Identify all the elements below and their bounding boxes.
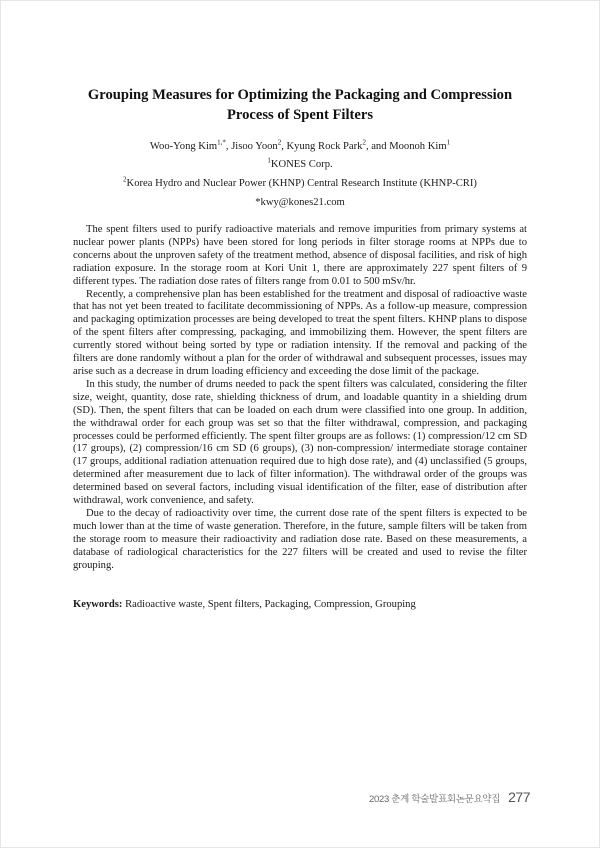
affiliation-mark: 1 [267,156,271,165]
page-footer [369,789,530,805]
affiliation-mark: 2 [123,175,127,184]
abstract-body [73,224,527,572]
author-separator: , [281,141,287,152]
author-name: Jisoo Yoon [231,141,278,152]
affiliation-2 [60,177,540,190]
author-list [60,140,540,153]
page-number: 277 [508,789,530,805]
corresponding-email: *kwy@kones21.com [255,197,345,208]
author-affiliation-mark: 2 [362,138,366,147]
author-affiliation-mark: 1 [446,138,451,147]
affiliation-1 [60,158,540,171]
keywords [73,598,527,611]
author-name: Moonoh Kim [389,141,447,152]
paragraph: Recently, a comprehensive plan has been established for the treatment and disposal of radioactive waste that has not yet been treated to facilitate decommissioning of NPPs. As a follow-up measure, compression and packaging optimization processes are being developed to treat the spent filters. KHNP plans to dispose of the spent filters after compressing, packaging, and immobilizing them. However, the spent filters are currently stored without being sorted by type or radiation intensity. If the removal and packing of the filters are done randomly without a plan for the order of withdrawal and subsequent processes, issues may arise such as a decrease in drum loading efficiency and exceeding the dose limit of the package. [73,288,527,377]
author-separator: , and [365,141,390,152]
keywords-list: Radioactive waste, Spent filters, Packaging, Compression, Grouping [125,599,416,610]
affiliation-text: Korea Hydro and Nuclear Power (KHNP) Central Research Institute (KHNP-CRI) [126,178,477,189]
paragraph: In this study, the number of drums needed to pack the spent filters was calculated, considering the filter size, weight, quantity, dose rate, shielding thickness of drum, and loadable quantity in a shielding drum (SD). Then, the spent filters that can be loaded on each drum were classified into one group. In addition, the withdrawal order for each group was set so that the filter withdrawal, compression, and packaging processes could be performed efficiently. The spent filter groups are as follows: (1) compression/12 cm SD (17 groups), (2) compression/16 cm SD (6 groups), (3) non-compression/ intermediate storage container (17 groups, additional radiation attenuation required due to high dose rate), and (4) unclassified (5 groups, determined after measurement due to lack of filter information). The withdrawal order of the groups was determined based on several factors, including visual identification of the filter, ease of distribution after withdrawal, work convenience, and safety. [73,378,527,507]
paragraph: The spent filters used to purify radioactive materials and remove impurities from primary systems at nuclear power plants (NPPs) have been stored for long periods in filter storage rooms at NPPs due to concerns about the unproven safety of the treatment method, absence of disposal facilities, and risk of high radiation exposure. In the storage room at Kori Unit 1, there are approximately 227 spent filters of 9 different types. The radiation dose rates of filters range from 0.01 to 500 mSv/hr. [73,224,527,287]
author-name: Woo-Yong Kim [149,141,218,152]
author-name: Kyung Rock Park [286,141,363,152]
proceedings-title: 2023 춘계 학술발표회논문요약집 [369,794,501,805]
paragraph: Due to the decay of radioactivity over time, the current dose rate of the spent filters is expected to be much lower than at the time of waste generation. Therefore, in the future, sample filters will be taken from the storage room to measure their radioactivity and radiation dose rate. Based on these measurements, a database of radiological characteristics for the 227 filters will be created and used to revise the filter grouping. [73,507,527,571]
affiliation-text: KONES Corp. [270,159,333,170]
author-affiliation-mark: 1,* [217,138,226,147]
paper-title: Grouping Measures for Optimizing the Packaging and Compression Process of Spent Filters [87,87,513,123]
author-affiliation-mark: 2 [277,138,282,147]
keywords-label: Keywords: [73,599,123,610]
author-separator: , [225,141,232,152]
